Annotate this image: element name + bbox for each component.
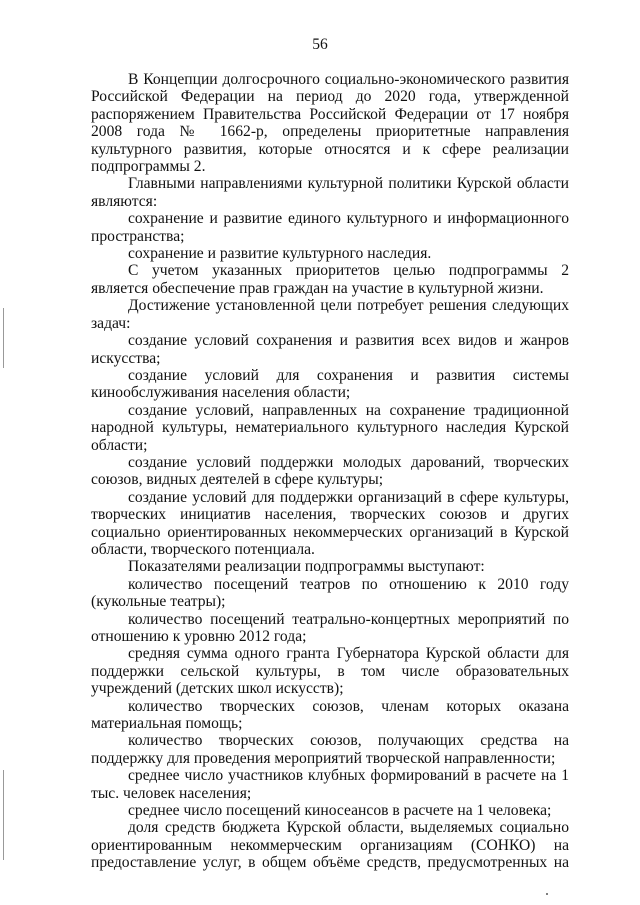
paragraph-task-organizations: создание условий для поддержки организаций в сфере культуры, творческих инициатив населения, творческих союзов и других социально ориентированных некоммерческих организаций в Курской области, творческого потенциала. bbox=[91, 488, 569, 558]
paragraph-main-directions: Главными направлениями культурной политики Курской области являются: bbox=[91, 175, 569, 210]
paragraph-goal: С учетом указанных приоритетов целью подпрограммы 2 является обеспечение прав граждан на участие в культурной жизни. bbox=[91, 262, 569, 297]
paragraph-direction-heritage: сохранение и развитие культурного наследия. bbox=[128, 245, 432, 263]
document-body bbox=[91, 71, 569, 872]
paragraph-task-cinema: создание условий для сохранения и развития системы кинообслуживания населения области; bbox=[91, 366, 569, 402]
scan-edge-mark bbox=[3, 770, 4, 860]
paragraph-indicator-cinema-visits: среднее число посещений киносеансов в расчете на 1 человека; bbox=[128, 802, 552, 820]
scan-dot bbox=[546, 893, 548, 895]
scan-edge-mark bbox=[3, 308, 4, 368]
paragraph-tasks-intro: Достижение установленной цели потребует решения следующих задач: bbox=[91, 297, 569, 332]
paragraph-task-folk-culture: создание условий, направленных на сохранение традиционной народной культуры, нематериального культурного наследия Курской области; bbox=[91, 401, 569, 454]
page-number: 56 bbox=[312, 36, 328, 53]
paragraph-indicator-concerts: количество посещений театрально-концертных мероприятий по отношению к уровню 2012 года; bbox=[91, 610, 569, 645]
paragraph-task-arts: создание условий сохранения и развития всех видов и жанров искусства; bbox=[91, 332, 569, 367]
paragraph-indicator-club-members: среднее число участников клубных формирований в расчете на 1 тыс. человек населения; bbox=[91, 767, 569, 802]
paragraph-indicator-unions-funding: количество творческих союзов, получающих средства на поддержку для проведения мероприятий творческой направленности; bbox=[91, 732, 569, 767]
paragraph-concept: В Концепции долгосрочного социально-экономического развития Российской Федерации на период до 2020 года, утвержденной распоряжением Правительства Российской Федерации от 17 ноября 2008 года № 1662-р, определены приоритетные направления культурного развития, которые относятся и к сфере реализации подпрограммы 2. bbox=[91, 71, 569, 176]
paragraph-task-young-talents: создание условий поддержки молодых дарований, творческих союзов, видных деятелей в сфере культуры; bbox=[91, 453, 569, 489]
paragraph-direction-info-space: сохранение и развитие единого культурного и информационного пространства; bbox=[91, 210, 569, 245]
paragraph-indicators-intro: Показателями реализации подпрограммы выступают: bbox=[128, 558, 485, 576]
paragraph-indicator-sonko: доля средств бюджета Курской области, выделяемых социально ориентированным некоммерческим организациям (СОНКО) на предоставление услуг, в общем объёме средств, предусмотренных на bbox=[91, 819, 569, 872]
paragraph-indicator-aid: количество творческих союзов, членам которых оказана материальная помощь; bbox=[91, 697, 569, 733]
paragraph-indicator-theatres: количество посещений театров по отношению к 2010 году (кукольные театры); bbox=[91, 575, 569, 611]
paragraph-indicator-grant: средняя сумма одного гранта Губернатора Курской области для поддержки сельской культуры, в том числе образовательных учреждений (детских школ искусств); bbox=[91, 645, 569, 698]
